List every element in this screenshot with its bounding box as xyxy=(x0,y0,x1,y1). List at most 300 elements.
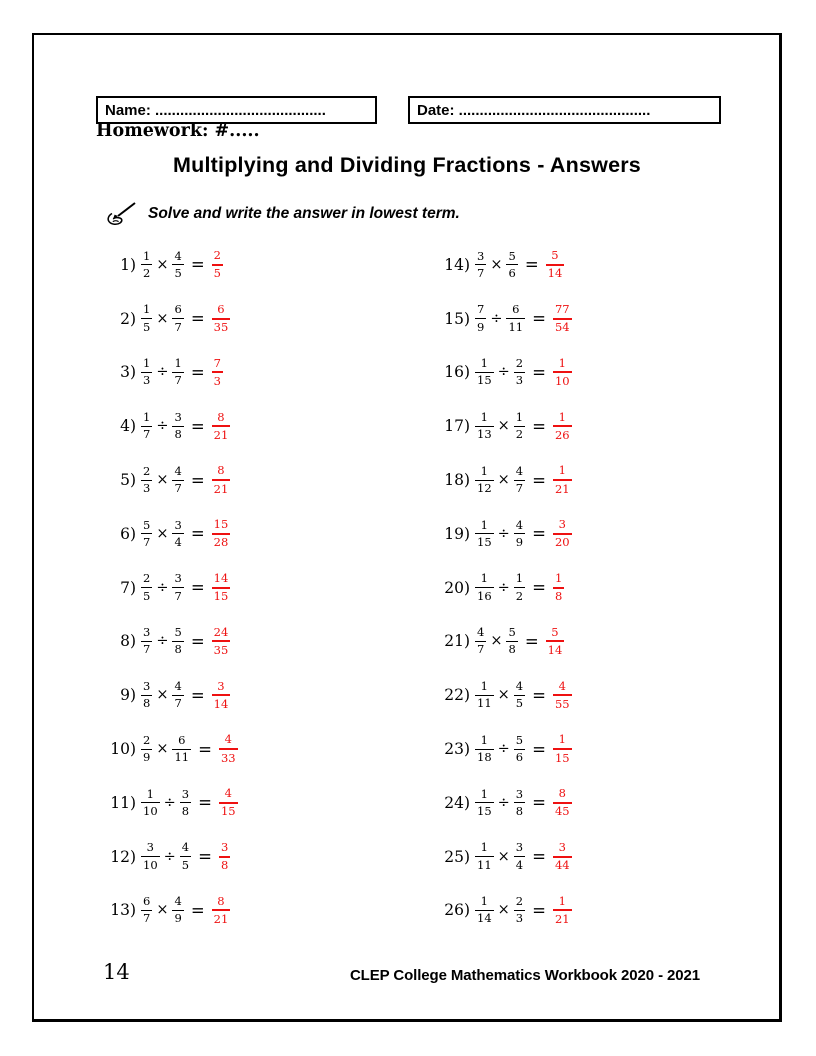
answer-fraction xyxy=(220,841,229,872)
fraction-b-numerator: 1 xyxy=(515,571,524,586)
fraction-b xyxy=(173,303,182,333)
operator: × xyxy=(156,256,169,273)
answer-fraction xyxy=(213,357,222,388)
answer-denominator: 21 xyxy=(213,481,229,496)
answer-numerator: 4 xyxy=(558,678,566,693)
equals-sign: = xyxy=(532,685,546,705)
answer-denominator: 20 xyxy=(554,535,570,550)
equals-sign: = xyxy=(532,900,546,920)
answer-fraction xyxy=(554,303,571,334)
fraction-a-numerator: 1 xyxy=(143,410,151,425)
problem-number-label: 20) xyxy=(444,578,470,597)
fraction-b-numerator: 2 xyxy=(515,356,524,371)
answer-fraction xyxy=(554,357,571,388)
fraction-a-numerator: 1 xyxy=(480,463,488,478)
answer-denominator: 14 xyxy=(547,266,563,281)
fraction-a-denominator: 8 xyxy=(143,696,151,711)
fraction-b-numerator: 3 xyxy=(174,571,182,586)
answer-denominator: 21 xyxy=(554,481,570,496)
fraction-a-denominator: 13 xyxy=(477,427,492,442)
fraction-a xyxy=(142,572,151,602)
operator: × xyxy=(497,687,510,704)
fraction-b-denominator: 5 xyxy=(174,265,182,280)
fraction-a-denominator: 7 xyxy=(477,642,485,657)
fraction-b-numerator: 5 xyxy=(508,625,516,640)
fraction-a-denominator: 15 xyxy=(477,803,492,818)
fraction-a-bar xyxy=(475,856,494,857)
fraction-b xyxy=(515,411,524,441)
fraction-a-numerator: 7 xyxy=(477,302,485,317)
fraction-b xyxy=(173,465,182,495)
problem-row xyxy=(433,776,571,830)
answer-fraction xyxy=(554,841,571,872)
fraction-b-denominator: 8 xyxy=(181,803,190,818)
answer-fraction xyxy=(220,787,237,818)
fraction-a-numerator: 1 xyxy=(143,302,151,317)
problem-number-label: 18) xyxy=(444,471,470,490)
answer-numerator: 4 xyxy=(224,786,232,801)
fraction-a-denominator: 15 xyxy=(477,373,492,388)
problems-column-right xyxy=(433,238,571,937)
operator: ÷ xyxy=(497,525,510,542)
answer-fraction xyxy=(220,733,237,764)
problem-row xyxy=(99,561,237,615)
answer-denominator: 5 xyxy=(213,266,221,281)
problem-number-label: 10) xyxy=(110,740,136,759)
fraction-a xyxy=(142,734,151,764)
operator: ÷ xyxy=(497,794,510,811)
fraction-b-denominator: 8 xyxy=(515,803,524,818)
answer-numerator: 3 xyxy=(220,839,229,854)
fraction-a xyxy=(476,357,493,387)
fraction-a-denominator: 10 xyxy=(143,857,158,872)
answer-fraction xyxy=(213,464,230,495)
answer-numerator: 24 xyxy=(213,624,229,639)
fraction-b-denominator: 6 xyxy=(515,750,524,765)
fraction-b xyxy=(515,788,524,818)
fraction-b-denominator: 7 xyxy=(174,588,182,603)
fraction-a-denominator: 7 xyxy=(477,265,485,280)
fraction-a xyxy=(476,895,493,925)
answer-numerator: 8 xyxy=(217,463,225,478)
operator: ÷ xyxy=(497,364,510,381)
equals-sign: = xyxy=(190,685,205,705)
operator: × xyxy=(156,310,169,327)
fraction-a-numerator: 1 xyxy=(480,356,488,371)
fraction-b-denominator: 8 xyxy=(508,642,516,657)
fraction-b xyxy=(515,734,524,764)
problem-number-label: 3) xyxy=(120,363,136,382)
equals-sign: = xyxy=(198,739,212,759)
fraction-a-numerator: 1 xyxy=(480,571,488,586)
fraction-b-denominator: 11 xyxy=(508,319,524,334)
fraction-a xyxy=(476,734,493,764)
fraction-a xyxy=(142,895,151,925)
fraction-a-bar xyxy=(141,856,160,857)
fraction-b-numerator: 4 xyxy=(515,517,524,532)
instruction-text: Solve and write the answer in lowest term. xyxy=(148,205,460,222)
fraction-b xyxy=(173,895,182,925)
operator: × xyxy=(156,525,169,542)
problem-row xyxy=(99,830,237,884)
answer-denominator: 14 xyxy=(213,696,229,711)
answer-denominator: 55 xyxy=(554,696,570,711)
answer-fraction xyxy=(213,626,230,657)
fraction-b xyxy=(181,788,190,818)
answer-numerator: 14 xyxy=(213,570,229,585)
operator: ÷ xyxy=(163,794,176,811)
answer-fraction xyxy=(554,787,571,818)
fraction-a-denominator: 11 xyxy=(477,696,492,711)
answer-numerator: 7 xyxy=(213,355,221,370)
problems-column-left xyxy=(99,238,237,937)
operator: × xyxy=(497,848,510,865)
problem-row xyxy=(433,830,571,884)
answer-fraction xyxy=(554,411,571,442)
problem-row xyxy=(433,668,571,722)
problem-number-label: 22) xyxy=(444,686,470,705)
answer-denominator: 33 xyxy=(220,750,236,765)
answer-denominator: 10 xyxy=(554,373,570,388)
answer-numerator: 4 xyxy=(224,732,232,747)
fraction-b-numerator: 5 xyxy=(508,248,516,263)
operator: ÷ xyxy=(490,310,503,327)
operator: ÷ xyxy=(156,633,169,650)
fraction-a-numerator: 3 xyxy=(143,679,151,694)
answer-numerator: 1 xyxy=(558,463,566,478)
answer-fraction xyxy=(547,249,564,280)
fraction-b-numerator: 4 xyxy=(174,894,182,909)
fraction-a-numerator: 1 xyxy=(143,356,151,371)
problem-number-label: 15) xyxy=(444,309,470,328)
fraction-b-bar xyxy=(514,856,525,857)
answer-fraction xyxy=(554,464,571,495)
operator: × xyxy=(156,687,169,704)
fraction-b-denominator: 9 xyxy=(174,911,182,926)
problem-number-label: 14) xyxy=(444,255,470,274)
answer-fraction xyxy=(213,572,230,603)
problem-number-label: 7) xyxy=(120,578,136,597)
problem-number-label: 13) xyxy=(110,901,136,920)
fraction-b-numerator: 3 xyxy=(515,840,524,855)
fraction-a-numerator: 1 xyxy=(480,410,488,425)
problem-number-label: 4) xyxy=(120,417,136,436)
answer-numerator: 5 xyxy=(551,248,559,263)
fraction-a xyxy=(476,519,493,549)
fraction-b-numerator: 3 xyxy=(174,517,182,532)
operator: × xyxy=(490,256,503,273)
equals-sign: = xyxy=(532,470,546,490)
fraction-a-denominator: 3 xyxy=(143,373,151,388)
answer-denominator: 35 xyxy=(213,320,229,335)
fraction-b xyxy=(515,680,524,710)
answer-numerator: 6 xyxy=(217,301,225,316)
fraction-b-numerator: 1 xyxy=(515,410,524,425)
answer-fraction xyxy=(554,733,571,764)
answer-numerator: 1 xyxy=(558,893,566,908)
problem-number-label: 21) xyxy=(444,632,470,651)
fraction-a xyxy=(142,303,151,333)
fraction-b-numerator: 4 xyxy=(515,679,524,694)
operator: ÷ xyxy=(497,579,510,596)
problem-number-label: 16) xyxy=(444,363,470,382)
answer-denominator: 35 xyxy=(213,642,229,657)
fraction-a-numerator: 6 xyxy=(143,894,151,909)
problem-row xyxy=(433,346,571,400)
fraction-b-numerator: 5 xyxy=(174,625,182,640)
problem-row xyxy=(99,399,237,453)
problem-number-label: 24) xyxy=(444,793,470,812)
fraction-b-numerator: 2 xyxy=(515,894,524,909)
fraction-a-numerator: 2 xyxy=(143,571,151,586)
equals-sign: = xyxy=(198,793,212,813)
operator: ÷ xyxy=(156,579,169,596)
fraction-b-denominator: 9 xyxy=(515,534,524,549)
fraction-b xyxy=(173,680,182,710)
equals-sign: = xyxy=(532,578,546,598)
fraction-b-numerator: 1 xyxy=(174,356,182,371)
fraction-b xyxy=(515,895,524,925)
fraction-b xyxy=(173,357,182,387)
answer-fraction-bar xyxy=(553,479,572,481)
answer-numerator: 5 xyxy=(551,624,559,639)
fraction-b xyxy=(181,841,190,871)
answer-denominator: 21 xyxy=(554,911,570,926)
fraction-b-bar xyxy=(180,856,191,857)
fraction-b-denominator: 5 xyxy=(515,696,524,711)
problem-row xyxy=(99,615,237,669)
name-field-box xyxy=(96,96,377,124)
answer-denominator: 15 xyxy=(213,589,229,604)
answer-numerator: 77 xyxy=(554,301,570,316)
fraction-a-numerator: 1 xyxy=(146,786,154,801)
fraction-a-denominator: 18 xyxy=(477,750,492,765)
answer-denominator: 3 xyxy=(213,373,221,388)
fraction-a-denominator: 3 xyxy=(143,481,151,496)
fraction-b-denominator: 8 xyxy=(174,427,182,442)
answer-fraction xyxy=(213,680,230,711)
fraction-b xyxy=(173,626,182,656)
name-label: Name: ......................................... xyxy=(105,101,326,119)
fraction-a-denominator: 5 xyxy=(143,588,151,603)
problem-row xyxy=(99,776,237,830)
fraction-b xyxy=(515,357,524,387)
equals-sign: = xyxy=(532,309,546,329)
equals-sign: = xyxy=(532,416,546,436)
fraction-a-numerator: 1 xyxy=(480,894,488,909)
answer-fraction xyxy=(554,895,571,926)
fraction-a-numerator: 1 xyxy=(480,732,488,747)
writing-hand-icon xyxy=(106,201,137,227)
fraction-b-denominator: 6 xyxy=(508,265,516,280)
problem-row xyxy=(433,507,571,561)
problem-number-label: 9) xyxy=(120,686,136,705)
fraction-b-numerator: 5 xyxy=(515,732,524,747)
fraction-b xyxy=(173,411,182,441)
fraction-b-denominator: 2 xyxy=(515,427,524,442)
fraction-a-denominator: 5 xyxy=(143,319,151,334)
answer-numerator: 8 xyxy=(217,893,225,908)
answer-denominator: 28 xyxy=(213,535,229,550)
operator: × xyxy=(156,902,169,919)
operator: × xyxy=(497,418,510,435)
problem-row xyxy=(99,346,237,400)
homework-label: Homework: #..... xyxy=(96,121,260,141)
equals-sign: = xyxy=(532,524,546,544)
fraction-b-denominator: 3 xyxy=(515,373,524,388)
fraction-a xyxy=(142,250,151,280)
fraction-b xyxy=(173,734,190,764)
equals-sign: = xyxy=(190,362,205,382)
problem-number-label: 1) xyxy=(120,255,136,274)
fraction-a xyxy=(142,411,151,441)
problem-number-label: 5) xyxy=(120,471,136,490)
problem-number-label: 17) xyxy=(444,417,470,436)
problem-row xyxy=(99,668,237,722)
problem-row xyxy=(433,561,571,615)
fraction-a xyxy=(142,841,159,871)
answer-denominator: 44 xyxy=(554,858,570,873)
fraction-a-numerator: 4 xyxy=(477,625,485,640)
problem-number-label: 23) xyxy=(444,740,470,759)
answer-numerator: 3 xyxy=(558,517,566,532)
equals-sign: = xyxy=(198,847,212,867)
operator: ÷ xyxy=(163,848,176,865)
answer-fraction-bar xyxy=(219,748,238,750)
equals-sign: = xyxy=(190,255,205,275)
equals-sign: = xyxy=(190,524,205,544)
answer-denominator: 54 xyxy=(554,320,570,335)
fraction-a xyxy=(476,626,485,656)
answer-denominator: 21 xyxy=(213,911,229,926)
problem-number-label: 6) xyxy=(120,524,136,543)
fraction-a-numerator: 3 xyxy=(146,840,154,855)
problem-number-label: 19) xyxy=(444,524,470,543)
problem-row xyxy=(99,507,237,561)
fraction-a xyxy=(476,680,493,710)
answer-fraction-bar xyxy=(212,425,231,427)
fraction-b-denominator: 4 xyxy=(515,857,524,872)
page-title: Multiplying and Dividing Fractions - Answers xyxy=(173,153,641,177)
problem-number-label: 26) xyxy=(444,901,470,920)
answer-numerator: 2 xyxy=(213,248,221,263)
problem-row xyxy=(99,722,237,776)
fraction-a-denominator: 7 xyxy=(143,642,151,657)
fraction-b xyxy=(507,626,516,656)
problem-row xyxy=(433,615,571,669)
operator: × xyxy=(156,741,169,758)
fraction-b-numerator: 4 xyxy=(174,463,182,478)
fraction-a-denominator: 14 xyxy=(477,911,492,926)
fraction-a-denominator: 11 xyxy=(477,857,492,872)
equals-sign: = xyxy=(190,309,205,329)
equals-sign: = xyxy=(190,470,205,490)
fraction-a xyxy=(476,303,485,333)
fraction-b-denominator: 7 xyxy=(515,481,524,496)
fraction-a-numerator: 5 xyxy=(143,517,151,532)
fraction-a-numerator: 1 xyxy=(480,840,488,855)
fraction-b-numerator: 3 xyxy=(174,410,182,425)
fraction-b xyxy=(173,572,182,602)
equals-sign: = xyxy=(532,793,546,813)
problem-row xyxy=(433,238,571,292)
fraction-b-numerator: 6 xyxy=(174,302,182,317)
fraction-a-denominator: 10 xyxy=(143,803,158,818)
answer-numerator: 8 xyxy=(217,409,225,424)
fraction-a xyxy=(142,788,159,818)
fraction-a-denominator: 2 xyxy=(143,265,151,280)
fraction-b-denominator: 7 xyxy=(174,319,182,334)
fraction-b-denominator: 5 xyxy=(181,857,190,872)
answer-fraction-bar xyxy=(212,479,231,481)
fraction-b-numerator: 6 xyxy=(512,302,520,317)
fraction-b-denominator: 7 xyxy=(174,373,182,388)
equals-sign: = xyxy=(532,739,546,759)
problem-row xyxy=(433,453,571,507)
fraction-a-numerator: 2 xyxy=(143,732,151,747)
problem-number-label: 8) xyxy=(120,632,136,651)
answer-numerator: 8 xyxy=(558,786,566,801)
problem-number-label: 11) xyxy=(110,793,136,812)
problem-row xyxy=(433,884,571,938)
fraction-a-denominator: 7 xyxy=(143,427,151,442)
fraction-a-numerator: 3 xyxy=(143,625,151,640)
fraction-a-numerator: 2 xyxy=(143,463,151,478)
fraction-a xyxy=(476,465,493,495)
fraction-a-numerator: 1 xyxy=(480,679,488,694)
fraction-b-numerator: 3 xyxy=(515,786,524,801)
operator: × xyxy=(497,472,510,489)
fraction-b-numerator: 4 xyxy=(174,248,182,263)
answer-denominator: 26 xyxy=(554,427,570,442)
date-field-box xyxy=(408,96,721,124)
answer-fraction-bar xyxy=(553,425,572,427)
answer-denominator: 15 xyxy=(554,750,570,765)
answer-denominator: 21 xyxy=(213,427,229,442)
problem-row xyxy=(99,453,237,507)
problem-row xyxy=(433,292,571,346)
operator: ÷ xyxy=(156,418,169,435)
answer-fraction xyxy=(554,572,563,603)
equals-sign: = xyxy=(190,900,205,920)
fraction-b-numerator: 6 xyxy=(178,732,186,747)
fraction-b-denominator: 11 xyxy=(174,750,190,765)
fraction-b-numerator: 4 xyxy=(515,463,524,478)
fraction-b xyxy=(173,519,182,549)
fraction-b xyxy=(507,250,516,280)
fraction-b-denominator: 7 xyxy=(174,481,182,496)
answer-fraction xyxy=(554,518,571,549)
answer-numerator: 3 xyxy=(558,839,566,854)
fraction-a-denominator: 9 xyxy=(143,750,151,765)
fraction-a-denominator: 16 xyxy=(477,588,492,603)
fraction-b-numerator: 3 xyxy=(181,786,190,801)
fraction-a xyxy=(476,250,485,280)
fraction-a-numerator: 1 xyxy=(480,517,488,532)
fraction-a xyxy=(142,519,151,549)
operator: ÷ xyxy=(156,364,169,381)
fraction-b-numerator: 4 xyxy=(181,840,190,855)
answer-fraction xyxy=(547,626,564,657)
answer-numerator: 1 xyxy=(558,355,566,370)
fraction-b-denominator: 3 xyxy=(515,911,524,926)
fraction-b xyxy=(515,465,524,495)
equals-sign: = xyxy=(190,631,205,651)
fraction-a xyxy=(142,680,151,710)
fraction-b xyxy=(507,303,524,333)
equals-sign: = xyxy=(190,416,205,436)
fraction-a-numerator: 3 xyxy=(477,248,485,263)
